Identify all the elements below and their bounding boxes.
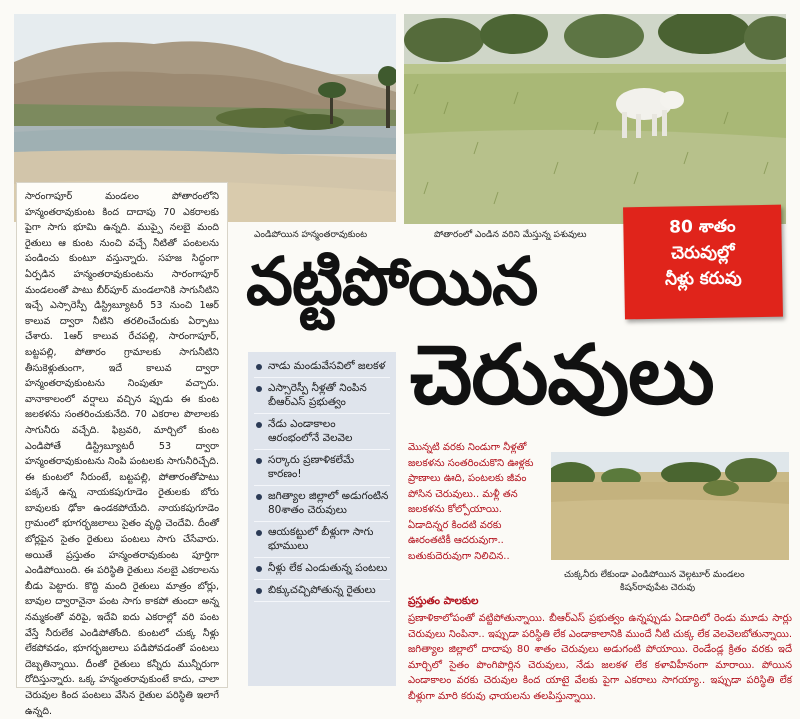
intro-column (408, 440, 544, 564)
highlight-item: సర్కారు ప్రణాళికలేమే కారణం! (254, 450, 390, 486)
highlight-item: జగిత్యాల జిల్లాలో అడుగంటిన 80శాతం చెరువులు (254, 486, 390, 522)
bottom-text: ప్రణాళికాలోపంతో వట్టిపోతున్నాయి. బీఆర్‌ఎస్ ప్రభుత్వం ఉన్నప్పుడు ఏడాదిలో రెండు మూడు సార్లు చెరువులు నింపినా.. ఇప్పుడా పరిస్థితి లేక ఎండాకాలానికి ముందే నీటి చుక్క లేక వెలవెలబోతున్నాయి. జగిత్యాల జిల్లాలో దాదాపు 80 శాతం చెరువులు అడుగంటి పోయాయి. రెండేండ్ల క్రితం వరకు ఇదే మార్చిలో సైతం పొంగిపొర్లిన చెరువులు, నేడు జలకళ లేక కళావిహీనంగా మారాయి. పోయిన ఎండాకాలం వరకు చెరువుల కింద యాటై వేలకు పైగా ఎకరాలు సాగయ్యా.. ఇప్పుడా పరిస్థితి లేక బీళ్లుగా మారి కరువు ఛాయలను తలపిస్తున్నాయి. (408, 613, 792, 702)
empty-tank-photo (551, 452, 789, 560)
highlight-item: నేడు ఎండాకాలం ఆరంభంలోనే వెలవెల (254, 414, 390, 450)
highlights-list (254, 356, 390, 602)
photo1-caption: ఎండిపోయిన హన్మంతరావుకుంట (254, 230, 368, 240)
statistic-badge (623, 205, 783, 320)
bottom-article-text (408, 611, 792, 705)
badge-line1: 80 శాతం (669, 216, 736, 238)
badge-line2: చెరువుల్లో (671, 242, 735, 264)
highlights-box (248, 352, 396, 686)
highlight-item: నీళ్లు లేక ఎండుతున్న పంటలు (254, 558, 390, 580)
intro-text: మొన్నటి వరకు నిండుగా నీళ్లతో జలకళను సంతరించుకొని ఊళ్లకు ప్రాణాలు ఊది, పంటలకు జీవం పోసిన చెరువులు.. మళ్లీ తన జలకళను కోల్పోయాయి. ఏడాదిన్నర కిందటి వరకు ఊరంతటికీ ఆదరువుగా.. బతుకుదెరువుగా నిలిచిన.. (408, 442, 534, 562)
badge-line3: నీళ్లు కరువు (664, 268, 742, 290)
subhead: ప్రస్తుతం పాలకుల (408, 595, 479, 607)
photo3-caption-line2: కిషన్‌రావుపేట చెరువు (620, 583, 696, 593)
highlight-item: ఆయకట్టులో బీళ్లుగా సాగు భూములు (254, 522, 390, 558)
headline-line2: చెరువులు (410, 328, 714, 423)
left-article-text: సారంగాపూర్ మండలం పోతారంలోని హన్మంతరావుకుంట కింద దాదాపు 70 ఎకరాలకు పైగా సాగు భూమి ఉన్నది. ముప్పై నలబై మంది రైతులు ఆ కుంట నుంచి వచ్చే నీటితో పంటలను పండించు కుంటూ వస్తున్నారు. సహజ సిద్ధంగా ఏర్పడిన హన్మంతరావుకుంటను సారంగాపూర్ మండలంతో పాటు బీర్‌పూర్ మండలానికి సాగునీటిని ఇచ్చే ఎస్సారెస్పీ డిస్ట్రిబ్యూటరీ 53 నుంచి 1ఆర్ కాలువ ద్వారా నీటిని తరలించేందుకు ఏర్పాటు చేశారు. 1ఆర్ కాలువ రేచపల్లి, సారంగాపూర్, బట్టపల్లి, పోతారం గ్రామాలకు సాగునీటిని తీసుకెళ్లుతుంగా, ఇదే కాలువ ద్వారా హన్మంతరావుకుంటను నింపుతూ వచ్చారు. వానాకాలంలో వర్షాలు వచ్చిన ప్పుడు ఈ కుంట జలకళను సంతరించుకునేది. 70 ఎకరాల పొలాలకు సాగునీరు వచ్చేది. ఫిబ్రవరి, మార్చిలో కుంట ఎండిపోతే డిస్ట్రిబ్యూటరీ 53 ద్వారా హన్మంతరావుకుంటను నింపి పంటలకు సాగునీరిచ్చేది. ఈ కుంటలో నీరుంటే, బట్టపల్లి, పోతారంతోపాటు పక్కనే ఉన్న నాయకపుగూడెం రైతులకు బోరు బావులకు ఢోకా ఉండకపోయేది. నాయకపుగూడెం గ్రామంలో భూగర్భజలాలు సైతం వృద్ధి చెందేవి. దీంతో బోర్లపైన సైతం రైతులు పంటలు సాగు చేసేవారు. అయితే ప్రస్తుతం హన్మంతరావుకుంట పూర్తిగా ఎండిపోయింది. ఈ పరిస్థితి రైతులు నలబై ఎకరాలను బీడు పెట్టారు. కొద్ది మంది రైతులు మాత్రం బోర్లు, బావుల ద్వారానైనా పంట సాగు కాకపో తుందా అన్న నమ్మకంతో వరిపై, ఇదేవి ఐదు ఎకరాల్లో వరి పంట వేస్తే నీరులేక ఎండిపోతోంది. కుంటలో చుక్క నీళ్లు లేకపోవడం, భూగర్భజలాలు పడిపోవడంతో పంటలు దెబ్బతిన్నాయి. దీంతో రైతులు కన్నీరు మున్నీరుగా రోదిస్తున్నారు. ఒక్క హన్మంతరావుకుంటే కాదు, చాలా చెరువుల కింద పంటలు వేసిన రైతుల పరిస్థితి ఇలాగే ఉన్నది. (25, 191, 219, 717)
dried-paddy-photo (404, 14, 786, 224)
highlight-item: నాడు మండువేసవిలో జలకళ (254, 356, 390, 378)
left-article-column (16, 182, 228, 717)
highlight-item: ఎస్సారెస్పీ నీళ్లతో నింపిన బీఆర్‌ఎస్ ప్రభుత్వం (254, 378, 390, 414)
photo3-caption-line1: చుక్కనీరు లేకుండా ఎండిపోయిన వెల్గటూర్ మండలం (564, 570, 745, 580)
headline-line1: వట్టిపోయిన (246, 243, 538, 320)
highlight-item: బిక్కుచచ్చిపోతున్న రైతులు (254, 580, 390, 602)
photo2-caption: పోతారంలో ఎండిన వరిని మేస్తున్న పశువులు (434, 230, 587, 240)
